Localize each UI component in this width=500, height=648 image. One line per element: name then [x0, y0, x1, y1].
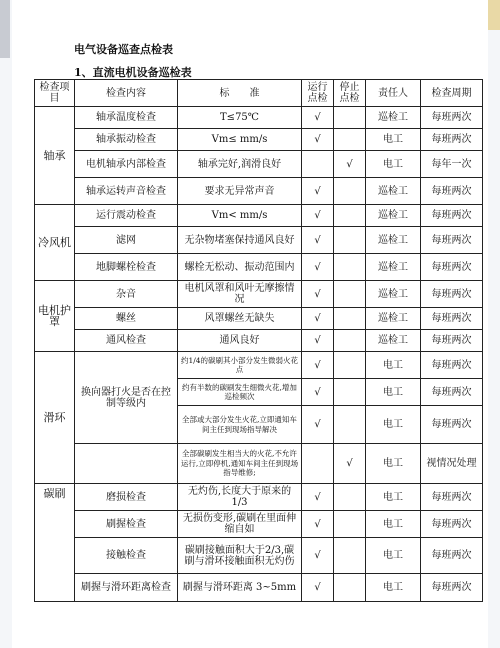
person-cell: 电工 [366, 352, 421, 379]
header-person: 责任人 [366, 80, 421, 107]
person-cell: 电工 [366, 129, 421, 151]
stop-check-mark [334, 379, 366, 406]
standard-cell: Vm< mm/s [178, 205, 302, 227]
cycle-cell: 每班两次 [421, 352, 483, 379]
cycle-cell: 每班两次 [421, 538, 483, 574]
person-cell: 电工 [366, 484, 421, 511]
standard-cell: 无杂物堵塞保持通风良好 [178, 227, 302, 254]
stop-check-mark [334, 227, 366, 254]
content-cell: 通风检查 [75, 330, 178, 352]
stop-check-mark [334, 330, 366, 352]
header-content: 检查内容 [75, 80, 178, 107]
section-title: 1、直流电机设备巡检表 [74, 66, 192, 79]
content-cell: 接触检查 [75, 538, 178, 574]
table-row [35, 178, 483, 205]
person-cell: 电工 [366, 538, 421, 574]
person-cell: 巡检工 [366, 227, 421, 254]
cycle-cell: 每班两次 [421, 178, 483, 205]
stop-check-mark [334, 511, 366, 538]
run-check-mark: √ [302, 254, 334, 281]
content-cell: 轴承温度检查 [75, 107, 178, 129]
stop-check-mark [334, 178, 366, 205]
person-cell: 巡检工 [366, 178, 421, 205]
stop-check-mark [334, 538, 366, 574]
content-cell: 杂音 [75, 281, 178, 308]
person-cell: 巡检工 [366, 254, 421, 281]
run-check-mark [302, 444, 334, 484]
stop-check-mark: √ [334, 151, 366, 178]
run-check-mark: √ [302, 574, 334, 602]
run-check-mark: √ [302, 406, 334, 444]
standard-cell: 全部或大部分发生火花,立即通知车间主任到现场指导解决 [178, 406, 302, 444]
cycle-cell: 每班两次 [421, 511, 483, 538]
run-check-mark: √ [302, 330, 334, 352]
stop-check-mark: √ [334, 444, 366, 484]
stop-check-mark [334, 281, 366, 308]
stop-check-mark [334, 352, 366, 379]
background-corner-left [0, 0, 10, 58]
content-cell: 刷握检查 [75, 511, 178, 538]
table-row [35, 281, 483, 308]
run-check-mark: √ [302, 129, 334, 151]
standard-cell: T≤75℃ [178, 107, 302, 129]
stop-check-mark [334, 107, 366, 129]
table-row [35, 538, 483, 574]
header-category: 检查项目 [35, 80, 75, 107]
person-cell: 电工 [366, 574, 421, 602]
person-cell: 巡检工 [366, 205, 421, 227]
background-corner-right [486, 0, 500, 30]
content-cell-empty [75, 444, 178, 484]
cycle-cell: 每班两次 [421, 308, 483, 330]
standard-cell: 约有半数的碳刷发生细微火花,增加巡检频次 [178, 379, 302, 406]
standard-cell: 轴承完好,润滑良好 [178, 151, 302, 178]
content-cell: 地脚螺栓检查 [75, 254, 178, 281]
stop-check-mark [334, 129, 366, 151]
header-cycle: 检查周期 [421, 80, 483, 107]
cycle-cell: 每班两次 [421, 254, 483, 281]
run-check-mark: √ [302, 484, 334, 511]
stop-check-mark [334, 254, 366, 281]
table-row [35, 107, 483, 129]
person-cell: 电工 [366, 444, 421, 484]
standard-cell: 螺栓无松动、振动范围内 [178, 254, 302, 281]
run-check-mark: √ [302, 107, 334, 129]
cycle-cell: 每班两次 [421, 205, 483, 227]
content-cell: 螺丝 [75, 308, 178, 330]
content-cell: 滤网 [75, 227, 178, 254]
category-cell: 轴承 [35, 107, 75, 205]
person-cell: 电工 [366, 406, 421, 444]
table-row [35, 352, 483, 379]
header-run-check: 运行点检 [302, 80, 334, 107]
cycle-cell: 每班两次 [421, 484, 483, 511]
cycle-cell: 视情况处理 [421, 444, 483, 484]
cycle-cell: 每班两次 [421, 406, 483, 444]
content-cell: 刷握与滑环距离检查 [75, 574, 178, 602]
standard-cell: 电机风罩和风叶无摩擦情况 [178, 281, 302, 308]
standard-cell: 要求无异常声音 [178, 178, 302, 205]
person-cell: 电工 [366, 511, 421, 538]
run-check-mark: √ [302, 511, 334, 538]
content-cell: 磨损检查 [75, 484, 178, 511]
table-row [35, 205, 483, 227]
standard-cell: 通风良好 [178, 330, 302, 352]
run-check-mark: √ [302, 538, 334, 574]
category-cell: 碳刷 [35, 484, 75, 602]
cycle-cell: 每班两次 [421, 129, 483, 151]
run-check-mark [302, 151, 334, 178]
stop-check-mark [334, 406, 366, 444]
run-check-mark: √ [302, 205, 334, 227]
header-standard: 标 准 [178, 80, 302, 107]
document-sheet [12, 0, 488, 648]
stop-check-mark [334, 574, 366, 602]
cycle-cell: 每年一次 [421, 151, 483, 178]
category-cell: 电机护罩 [35, 281, 75, 352]
table-row [35, 129, 483, 151]
run-check-mark: √ [302, 379, 334, 406]
person-cell: 电工 [366, 379, 421, 406]
table-row [35, 308, 483, 330]
cycle-cell: 每班两次 [421, 379, 483, 406]
cycle-cell: 每班两次 [421, 281, 483, 308]
run-check-mark: √ [302, 281, 334, 308]
stop-check-mark [334, 484, 366, 511]
cycle-cell: 每班两次 [421, 227, 483, 254]
standard-cell: Vm≤ mm/s [178, 129, 302, 151]
content-cell: 电机轴承内部检查 [75, 151, 178, 178]
table-row [35, 151, 483, 178]
run-check-mark: √ [302, 308, 334, 330]
table-row [35, 511, 483, 538]
content-cell: 运行震动检查 [75, 205, 178, 227]
standard-cell: 全部碳刷发生相当大的火花,不允许运行,立即停机,通知车间主任到现场指导维修; [178, 444, 302, 484]
header-stop-check: 停止点检 [334, 80, 366, 107]
content-cell: 轴承振动检查 [75, 129, 178, 151]
table-row [35, 444, 483, 484]
person-cell: 巡检工 [366, 308, 421, 330]
category-cell: 冷风机 [35, 205, 75, 281]
standard-cell: 无灼伤,长度大于原来的1/3 [178, 484, 302, 511]
table-row [35, 574, 483, 602]
content-cell: 轴承运转声音检查 [75, 178, 178, 205]
cycle-cell: 每班两次 [421, 574, 483, 602]
standard-cell: 约1/4的碳刷其小部分发生微弱火花点 [178, 352, 302, 379]
stop-check-mark [334, 308, 366, 330]
document-title: 电气设备巡查点检表 [74, 43, 173, 56]
standard-cell: 无损伤变形,碳刷在里面伸缩自如 [178, 511, 302, 538]
standard-cell: 刷握与滑环距离 3~5mm [178, 574, 302, 602]
table-row [35, 227, 483, 254]
standard-cell: 风罩螺丝无缺失 [178, 308, 302, 330]
run-check-mark: √ [302, 352, 334, 379]
table-header-row [35, 80, 483, 107]
table-row [35, 484, 483, 511]
content-cell: 换向器打火是否在控制等级内 [75, 352, 178, 444]
person-cell: 巡检工 [366, 281, 421, 308]
category-cell: 滑环 [35, 352, 75, 484]
stop-check-mark [334, 205, 366, 227]
cycle-cell: 每班两次 [421, 330, 483, 352]
table-row [35, 254, 483, 281]
table-row [35, 330, 483, 352]
run-check-mark: √ [302, 227, 334, 254]
person-cell: 巡检工 [366, 330, 421, 352]
cycle-cell: 每班两次 [421, 107, 483, 129]
person-cell: 电工 [366, 151, 421, 178]
standard-cell: 碳刷接触面积大于2/3,碳刷与滑环接触面积无灼伤 [178, 538, 302, 574]
person-cell: 巡检工 [366, 107, 421, 129]
run-check-mark: √ [302, 178, 334, 205]
inspection-table [34, 79, 483, 602]
